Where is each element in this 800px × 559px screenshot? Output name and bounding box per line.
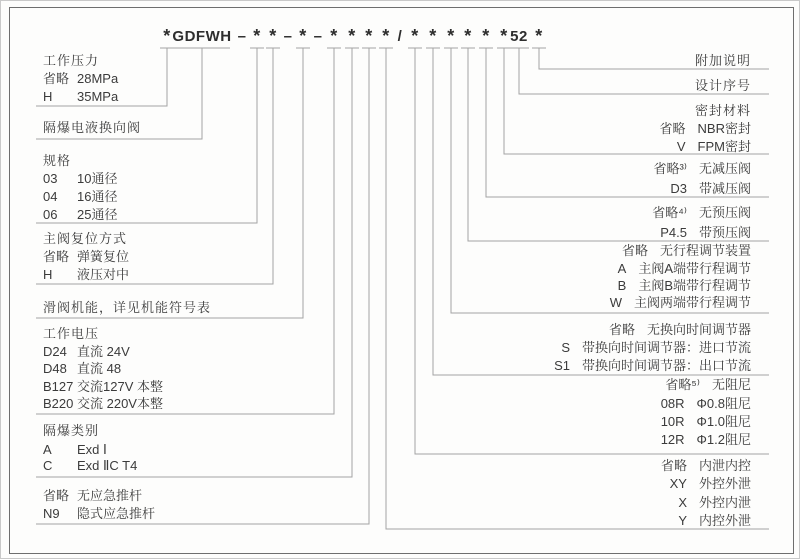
block-spool-function-row <box>43 300 211 316</box>
block-explosionproof-class-row <box>43 423 99 439</box>
block-pilot-drain-control-row <box>678 495 751 511</box>
model-code-segment: – <box>237 28 247 45</box>
block-damping-row <box>661 396 751 412</box>
model-code-segment: * <box>482 26 490 46</box>
option-label: 主阀B端带行程调节 <box>638 278 751 293</box>
option-code: 省略³⁾ <box>653 161 687 176</box>
option-code: N9 <box>43 506 60 521</box>
option-label: 外控外泄 <box>698 476 751 491</box>
option-code: B127 <box>43 379 74 394</box>
model-code-segment: * <box>269 26 277 46</box>
block-size-spec-row <box>43 153 71 169</box>
option-code: 省略 <box>621 243 648 258</box>
option-label: 35MPa <box>77 89 119 104</box>
option-label: 无行程调节装置 <box>659 243 751 258</box>
option-label: 无换向时间调节器 <box>646 322 751 337</box>
block-stroke-adjust-row <box>622 243 751 259</box>
block-stroke-adjust-row <box>618 278 751 294</box>
block-pilot-drain-control-row <box>661 458 751 474</box>
block-main-valve-reset-row <box>43 267 129 283</box>
option-code: 省略⁴⁾ <box>652 205 687 220</box>
option-code: D3 <box>670 181 687 196</box>
block-seal-material-row <box>660 121 751 137</box>
block-size-spec-row <box>43 171 117 187</box>
block-seal-material-row <box>677 139 751 155</box>
option-code: B220 <box>43 396 74 411</box>
option-label: 16通径 <box>77 189 118 204</box>
block-damping-row <box>661 414 751 430</box>
block-preload-valve-row <box>652 205 751 221</box>
block-preload-valve-row <box>660 225 751 241</box>
option-code: 省略 <box>43 488 70 503</box>
model-code-segment: * <box>464 26 472 46</box>
block-emergency-pushrod-row <box>43 506 155 522</box>
option-label: 无预压阀 <box>698 205 751 220</box>
option-label: 无阻尼 <box>711 377 751 392</box>
model-code-segment: * <box>330 26 338 46</box>
option-label: 直流 48 <box>77 361 122 376</box>
block-working-pressure-row <box>43 71 118 87</box>
model-code-segment: * <box>382 26 390 46</box>
option-code: B <box>617 278 627 293</box>
option-label: Exd Ⅰ <box>77 442 107 457</box>
block-working-voltage-row <box>43 326 99 342</box>
option-label: 无应急推杆 <box>77 488 143 503</box>
option-code: P4.5 <box>660 225 687 240</box>
block-stroke-adjust-row <box>618 261 751 277</box>
block-main-valve-reset-row <box>43 249 129 265</box>
option-code: 省略 <box>43 249 70 264</box>
model-code-segment: * <box>299 26 307 46</box>
block-reducing-valve-row <box>670 181 751 197</box>
block-title: 隔爆电液换向阀 <box>43 120 142 135</box>
option-label: 10通径 <box>77 171 118 186</box>
model-code-segment: * <box>535 26 543 46</box>
model-code-segment: * <box>365 26 373 46</box>
option-code: 10R <box>660 414 685 429</box>
block-switch-time-adjuster-row <box>609 322 751 338</box>
option-code: Y <box>678 513 687 528</box>
option-label: 内泄内控 <box>698 458 751 473</box>
block-working-voltage-row <box>43 379 163 395</box>
option-code: 省略 <box>608 322 635 337</box>
block-title: 附加说明 <box>694 53 751 68</box>
option-label: FPM密封 <box>697 139 751 154</box>
model-code-segment: * <box>253 26 261 46</box>
block-working-voltage-row <box>43 361 121 377</box>
model-code-segment: GDFWH <box>172 28 232 45</box>
block-size-spec-row <box>43 207 117 223</box>
option-label: 28MPa <box>77 71 119 86</box>
model-code-segment: – <box>313 28 323 45</box>
block-title: 滑阀机能，详见机能符号表 <box>43 300 212 315</box>
option-label: Φ1.0阻尼 <box>696 414 751 429</box>
option-code: 省略 <box>660 458 687 473</box>
option-code: S1 <box>554 358 570 373</box>
block-title: 规格 <box>43 153 72 168</box>
block-pilot-drain-control-row <box>678 513 751 529</box>
option-code: S <box>561 340 570 355</box>
option-label: 无减压阀 <box>698 161 751 176</box>
option-code: V <box>676 139 686 154</box>
option-code: 08R <box>660 396 685 411</box>
block-pilot-drain-control-row <box>670 476 751 492</box>
block-working-pressure-row <box>43 53 99 69</box>
option-code: 省略 <box>659 121 686 136</box>
option-label: Exd ⅡC T4 <box>77 458 138 473</box>
model-code-segment: / <box>397 28 403 45</box>
option-code: H <box>43 267 53 282</box>
option-label: 内控外泄 <box>698 513 751 528</box>
model-code-segment: * <box>447 26 455 46</box>
option-code: 06 <box>43 207 58 222</box>
option-code: W <box>609 295 622 310</box>
option-code: 12R <box>660 432 685 447</box>
option-code: C <box>43 458 53 473</box>
block-title: 密封材料 <box>694 103 751 118</box>
option-code: XY <box>669 476 687 491</box>
block-explosionproof-class-row <box>43 442 107 458</box>
option-code: 省略⁵⁾ <box>665 377 700 392</box>
block-size-spec-row <box>43 189 117 205</box>
option-label: 带预压阀 <box>698 225 751 240</box>
option-code: H <box>43 89 53 104</box>
block-damping-row <box>661 432 751 448</box>
model-code-segment: * <box>411 26 419 46</box>
option-label: 25通径 <box>77 207 118 222</box>
model-code-segment: * <box>500 26 508 46</box>
model-code-segment: 52 <box>510 28 528 45</box>
block-reducing-valve-row <box>653 161 751 177</box>
option-code: X <box>678 495 687 510</box>
block-working-voltage-row <box>43 396 163 412</box>
option-label: 液压对中 <box>77 267 130 282</box>
option-label: NBR密封 <box>697 121 751 136</box>
block-stroke-adjust-row <box>610 295 751 311</box>
block-extra-note-row <box>695 53 751 69</box>
option-code: D48 <box>43 361 67 376</box>
option-label: Φ1.2阻尼 <box>696 432 751 447</box>
block-title: 主阀复位方式 <box>43 231 128 246</box>
block-emergency-pushrod-row <box>43 488 142 504</box>
option-code: A <box>617 261 627 276</box>
option-label: Φ0.8阻尼 <box>696 396 751 411</box>
model-code-segment: * <box>348 26 356 46</box>
block-title: 工作电压 <box>43 326 100 341</box>
option-label: 交流127V 本整 <box>77 379 163 394</box>
model-code-segment: * <box>429 26 437 46</box>
block-main-valve-reset-row <box>43 231 127 247</box>
block-design-serial-row <box>695 78 751 94</box>
block-switch-time-adjuster-row <box>554 358 751 374</box>
option-label: 交流 220V本整 <box>77 396 163 411</box>
option-code: 03 <box>43 171 58 186</box>
block-valve-name-row <box>43 120 141 136</box>
block-working-pressure-row <box>43 89 118 105</box>
option-label: 主阀A端带行程调节 <box>638 261 751 276</box>
option-label: 外控内泄 <box>698 495 751 510</box>
option-code: D24 <box>43 344 67 359</box>
block-working-voltage-row <box>43 344 130 360</box>
model-code-segment: * <box>163 26 171 46</box>
option-label: 直流 24V <box>77 344 130 359</box>
option-code: 省略 <box>43 71 70 86</box>
option-label: 弹簧复位 <box>77 249 130 264</box>
model-code-segment: – <box>283 28 293 45</box>
block-title: 工作压力 <box>43 53 100 68</box>
block-switch-time-adjuster-row <box>561 340 751 356</box>
option-label: 带换向时间调节器：出口节流 <box>581 358 751 373</box>
block-explosionproof-class-row <box>43 458 137 474</box>
option-label: 隐式应急推杆 <box>77 506 156 521</box>
block-damping-row <box>665 377 751 393</box>
option-label: 主阀两端带行程调节 <box>633 295 751 310</box>
option-label: 带换向时间调节器：进口节流 <box>581 340 751 355</box>
block-title: 设计序号 <box>694 78 751 93</box>
block-seal-material-row <box>695 103 751 119</box>
option-label: 带减压阀 <box>698 181 751 196</box>
block-title: 隔爆类别 <box>43 423 100 438</box>
option-code: A <box>43 442 52 457</box>
option-code: 04 <box>43 189 58 204</box>
